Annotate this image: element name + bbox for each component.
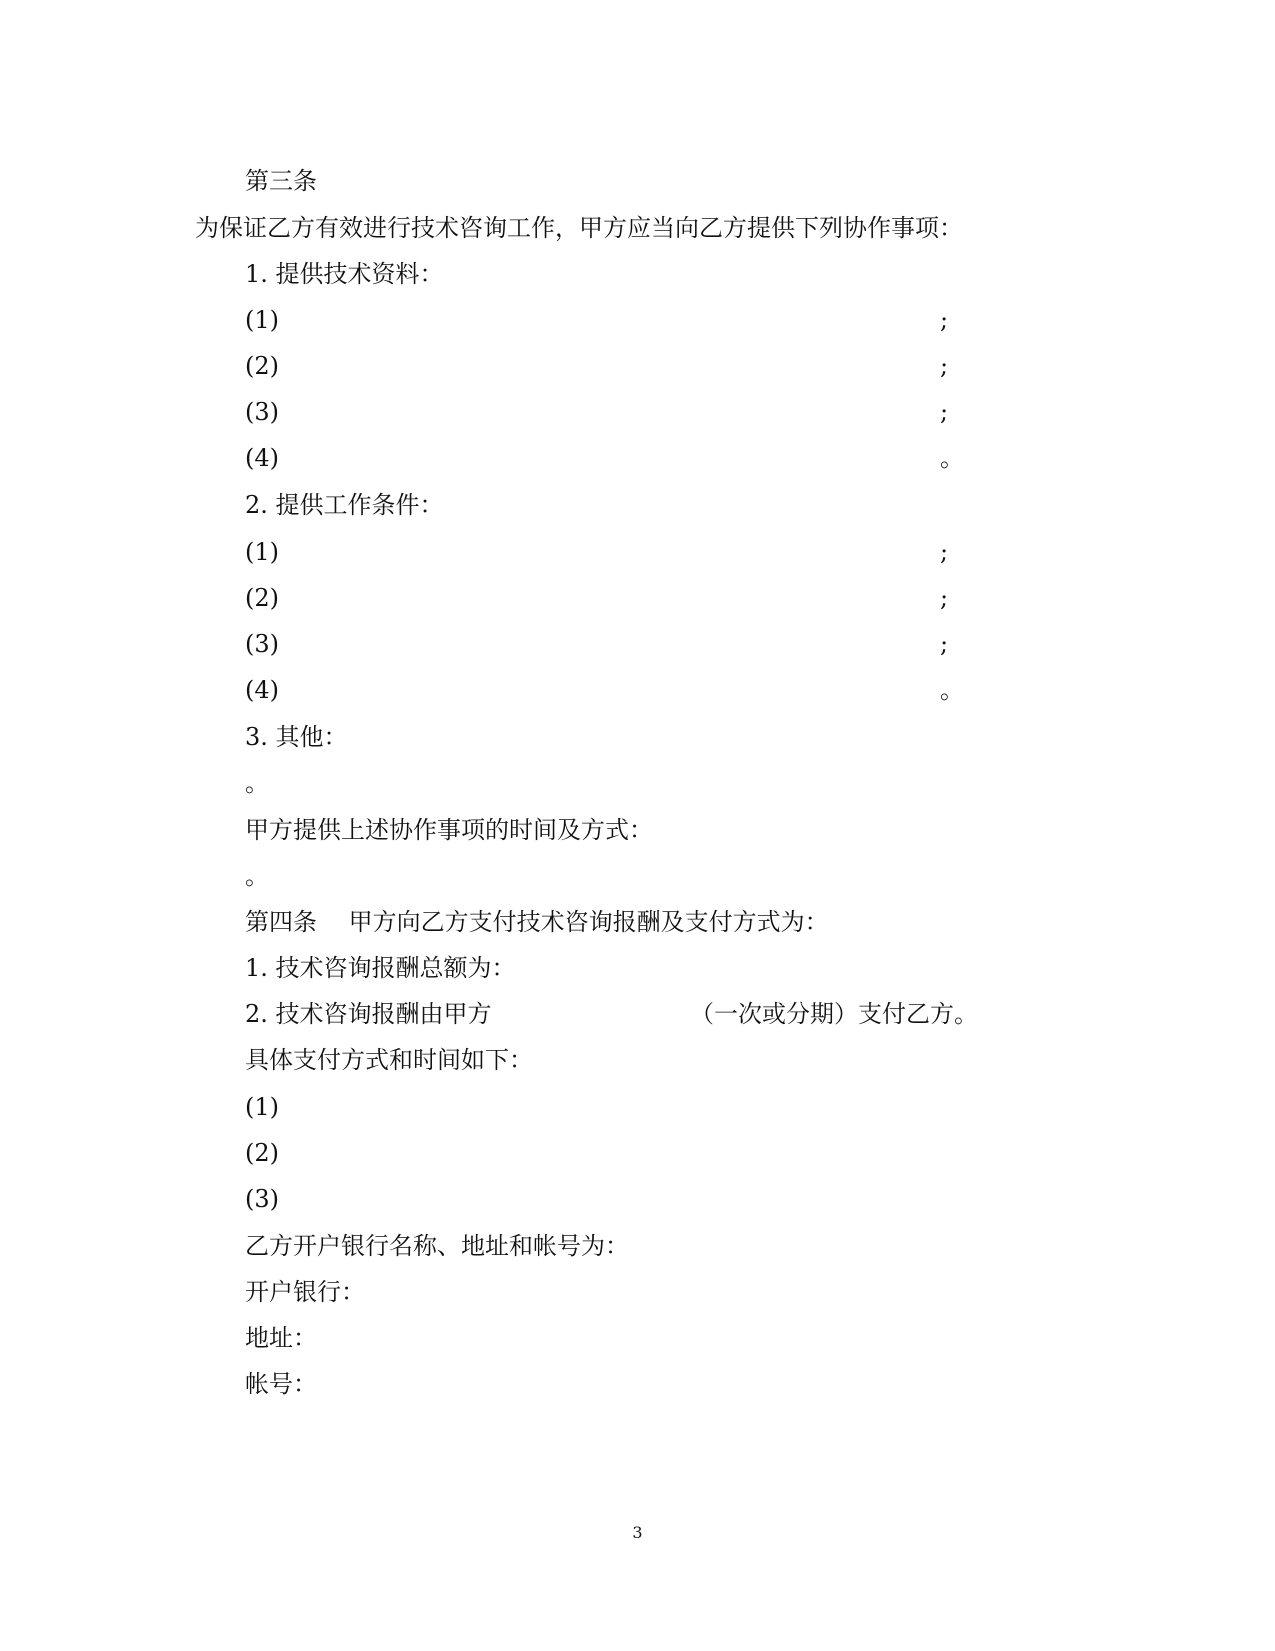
bank-intro: 乙方开户银行名称、地址和帐号为： bbox=[245, 1232, 629, 1260]
tech-data-item-3-end: ; bbox=[940, 398, 949, 426]
payment-total: 1. 技术咨询报酬总额为： bbox=[245, 954, 516, 982]
work-conditions-title: 2. 提供工作条件： bbox=[245, 491, 444, 519]
work-conditions-item-1: (1) bbox=[245, 538, 279, 566]
work-conditions-item-4-end: 。 bbox=[940, 676, 964, 704]
tech-data-item-4-end: 。 bbox=[940, 444, 964, 472]
work-conditions-item-2-end: ; bbox=[940, 584, 949, 612]
payment-item-2: (2) bbox=[245, 1139, 279, 1167]
other-end: 。 bbox=[245, 769, 269, 797]
work-conditions-item-1-end: ; bbox=[940, 538, 949, 566]
bank-name-label: 开户银行： bbox=[245, 1278, 365, 1306]
payment-item-3: (3) bbox=[245, 1185, 279, 1213]
time-method-title: 甲方提供上述协作事项的时间及方式： bbox=[245, 816, 653, 844]
payment-method-suffix: （一次或分期）支付乙方。 bbox=[690, 1000, 978, 1028]
tech-data-title: 1. 提供技术资料： bbox=[245, 260, 444, 288]
tech-data-item-1-end: ; bbox=[940, 306, 949, 334]
tech-data-item-2-end: ; bbox=[940, 352, 949, 380]
payment-detail: 具体支付方式和时间如下： bbox=[245, 1046, 533, 1074]
tech-data-item-1: (1) bbox=[245, 306, 279, 334]
payment-item-1: (1) bbox=[245, 1093, 279, 1121]
work-conditions-item-3-end: ; bbox=[940, 630, 949, 658]
bank-account-label: 帐号： bbox=[245, 1370, 317, 1398]
tech-data-item-2: (2) bbox=[245, 352, 279, 380]
page-number: 3 bbox=[632, 1523, 643, 1542]
work-conditions-item-3: (3) bbox=[245, 630, 279, 658]
time-method-end: 。 bbox=[245, 862, 269, 890]
work-conditions-item-2: (2) bbox=[245, 584, 279, 612]
payment-method-prefix: 2. 技术咨询报酬由甲方 bbox=[245, 1000, 492, 1028]
tech-data-item-3: (3) bbox=[245, 398, 279, 426]
other-title: 3. 其他： bbox=[245, 723, 348, 751]
article-4-heading: 第四条 甲方向乙方支付技术咨询报酬及支付方式为： bbox=[245, 908, 829, 936]
work-conditions-item-4: (4) bbox=[245, 676, 279, 704]
bank-address-label: 地址： bbox=[245, 1324, 317, 1352]
tech-data-item-4: (4) bbox=[245, 444, 279, 472]
article-3-intro: 为保证乙方有效进行技术咨询工作，甲方应当向乙方提供下列协作事项： bbox=[195, 214, 963, 242]
article-3-heading: 第三条 bbox=[245, 167, 317, 195]
